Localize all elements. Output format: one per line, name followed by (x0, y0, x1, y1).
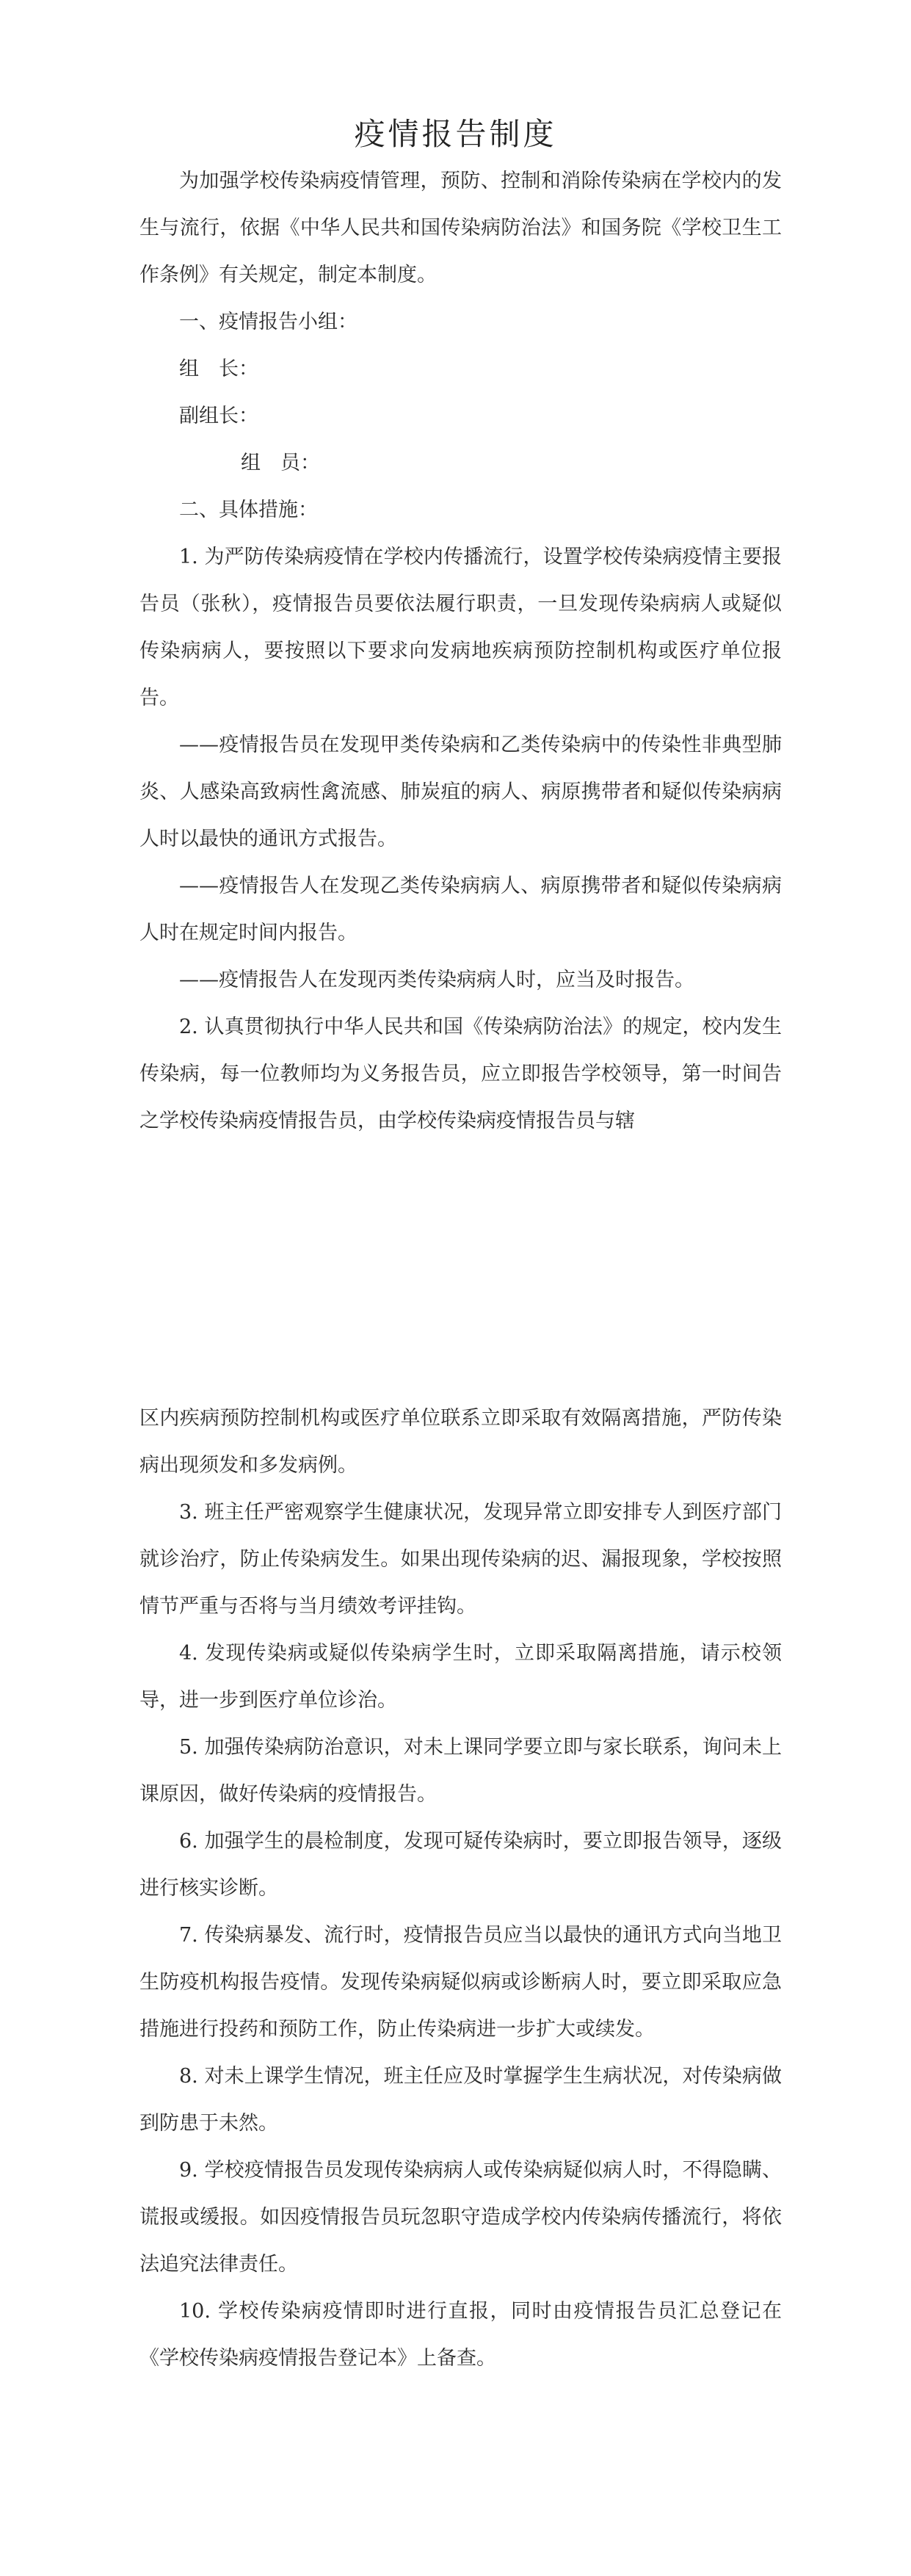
document-body-part-1 (139, 158, 782, 1145)
measure-2-continued: 区内疾病预防控制机构或医疗单位联系立即采取有效隔离措施，严防传染病出现须发和多发病例。 (139, 1407, 782, 1477)
measure-1-sub-a: ——疫情报告员在发现甲类传染病和乙类传染病中的传染性非典型肺炎、人感染高致病性禽流感、肺炭疽的病人、病原携带者和疑似传染病病人时以最快的通讯方式报告。 (139, 734, 782, 850)
measure-5-paragraph: 5. 加强传染病防治意识，对未上课同学要立即与家长联系，询问未上课原因，做好传染病的疫情报告。 (139, 1736, 782, 1806)
measure-6-paragraph: 6. 加强学生的晨检制度，发现可疑传染病时，要立即报告领导，逐级进行核实诊断。 (139, 1830, 782, 1900)
measure-3-paragraph: 3. 班主任严密观察学生健康状况，发现异常立即安排专人到医疗部门就诊治疗，防止传染病发生。如果出现传染病的迟、漏报现象，学校按照情节严重与否将与当月绩效考评挂钩。 (139, 1501, 782, 1618)
measure-1-paragraph: 1. 为严防传染病疫情在学校内传播流行，设置学校传染病疫情主要报告员（张秋），疫情报告员要依法履行职责，一旦发现传染病病人或疑似传染病病人，要按照以下要求向发病地疾病预防控制机构或医疗单位报告。 (139, 546, 782, 709)
document-title: 疫情报告制度 (354, 116, 557, 152)
document-body-part-2 (139, 1395, 782, 2382)
intro-paragraph: 为加强学校传染病疫情管理，预防、控制和消除传染病在学校内的发生与流行，依据《中华人民共和国传染病防治法》和国务院《学校卫生工作条例》有关规定，制定本制度。 (139, 170, 782, 286)
section-heading-measures: 二、具体措施： (179, 499, 318, 521)
measure-7-paragraph: 7. 传染病暴发、流行时，疫情报告员应当以最快的通讯方式向当地卫生防疫机构报告疫情。发现传染病疑似病或诊断病人时，要立即采取应急措施进行投药和预防工作，防止传染病进一步扩大或续发。 (139, 1924, 782, 2041)
measure-1-sub-c: ——疫情报告人在发现丙类传染病病人时，应当及时报告。 (179, 969, 694, 991)
measure-9-paragraph: 9. 学校疫情报告员发现传染病病人或传染病疑似病人时，不得隐瞒、谎报或缓报。如因疫情报告员玩忽职守造成学校内传染病传播流行，将依法追究法律责任。 (139, 2159, 782, 2276)
measure-4-paragraph: 4. 发现传染病或疑似传染病学生时，立即采取隔离措施，请示校领导，进一步到医疗单位诊治。 (139, 1642, 782, 1712)
measure-1-sub-b: ——疫情报告人在发现乙类传染病病人、病原携带者和疑似传染病病人时在规定时间内报告。 (139, 875, 782, 944)
group-member-line: 组 员： (241, 452, 320, 474)
measure-10-paragraph: 10. 学校传染病疫情即时进行直报，同时由疫情报告员汇总登记在《学校传染病疫情报告登记本》上备查。 (139, 2300, 782, 2370)
section-heading-report-group: 一、疫情报告小组： (179, 311, 357, 333)
deputy-leader-line: 副组长： (179, 405, 258, 427)
group-leader-line: 组 长： (179, 358, 258, 380)
measure-8-paragraph: 8. 对未上课学生情况，班主任应及时掌握学生生病状况，对传染病做到防患于未然。 (139, 2065, 782, 2135)
measure-2-paragraph: 2. 认真贯彻执行中华人民共和国《传染病防治法》的规定，校内发生传染病，每一位教师均为义务报告员，应立即报告学校领导，第一时间告之学校传染病疫情报告员，由学校传染病疫情报告员与辖 (139, 1016, 782, 1132)
